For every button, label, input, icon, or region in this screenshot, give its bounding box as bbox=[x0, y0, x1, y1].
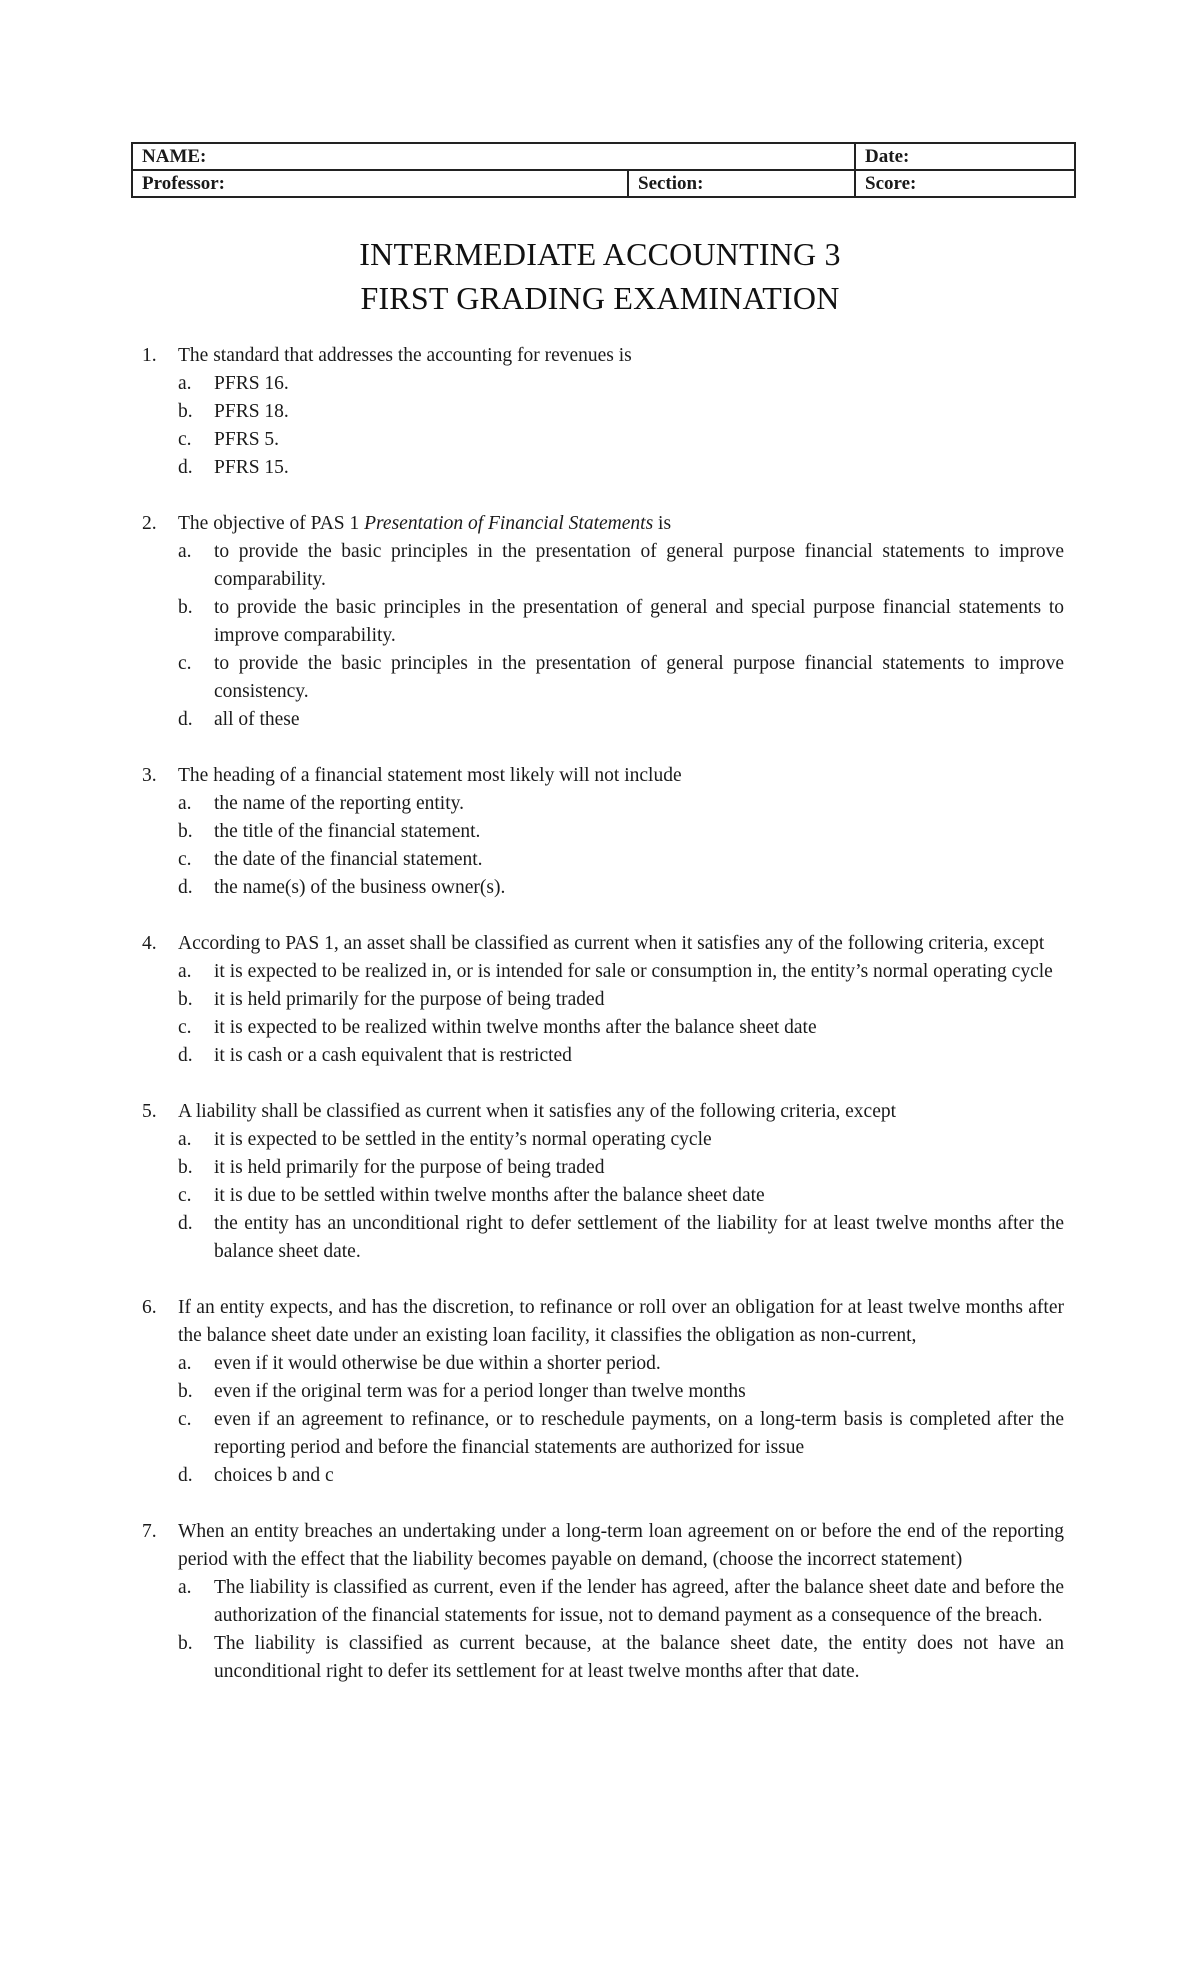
professor-row bbox=[132, 170, 1075, 197]
option-text: it is expected to be settled in the entity’s normal operating cycle bbox=[214, 1129, 712, 1150]
question-number: 2. bbox=[142, 513, 157, 534]
option-letter: d. bbox=[178, 709, 193, 730]
option-text: The liability is classified as current because, at the balance sheet date, the entity does not have an unconditional right to defer its settlement for at least twelve months after that date. bbox=[214, 1633, 1064, 1682]
option-letter: c. bbox=[178, 849, 192, 870]
option-text: even if an agreement to refinance, or to reschedule payments, on a long-term basis is completed after the reporting period and before the financial statements are authorized for issue bbox=[214, 1409, 1064, 1458]
option bbox=[142, 1154, 1064, 1182]
standard-title: Presentation of Financial Statements bbox=[364, 513, 654, 534]
option-text: it is expected to be realized in, or is intended for sale or consumption in, the entity’s normal operating cycle bbox=[214, 961, 1053, 982]
option-text: it is expected to be realized within twelve months after the balance sheet date bbox=[214, 1017, 817, 1038]
option bbox=[142, 1210, 1064, 1266]
option bbox=[142, 874, 1064, 902]
date-label: Date: bbox=[865, 146, 910, 167]
option-letter: b. bbox=[178, 1381, 193, 1402]
option-text: PFRS 15. bbox=[214, 457, 289, 478]
date-field bbox=[855, 143, 1075, 170]
exam-title bbox=[0, 232, 1200, 320]
option-letter: c. bbox=[178, 1185, 192, 1206]
option-text: even if the original term was for a period longer than twelve months bbox=[214, 1381, 746, 1402]
question-number: 3. bbox=[142, 765, 157, 786]
option-text: even if it would otherwise be due within a shorter period. bbox=[214, 1353, 661, 1374]
option bbox=[142, 1042, 1064, 1070]
option-text: to provide the basic principles in the presentation of general purpose financial statements to improve comparability. bbox=[214, 541, 1064, 590]
option bbox=[142, 706, 1064, 734]
question-1 bbox=[142, 342, 1064, 482]
option-text: PFRS 18. bbox=[214, 401, 289, 422]
question-text: The objective of PAS 1 Presentation of Financial Statements is bbox=[178, 513, 672, 534]
title-line-1: INTERMEDIATE ACCOUNTING 3 bbox=[359, 236, 841, 272]
question-text: According to PAS 1, an asset shall be classified as current when it satisfies any of the following criteria, except bbox=[178, 933, 1045, 954]
option bbox=[142, 650, 1064, 706]
option-letter: b. bbox=[178, 1157, 193, 1178]
option-letter: b. bbox=[178, 401, 193, 422]
option-letter: b. bbox=[178, 1633, 193, 1654]
option-letter: c. bbox=[178, 653, 192, 674]
name-field bbox=[132, 143, 855, 170]
question-3 bbox=[142, 762, 1064, 902]
option-text: the name(s) of the business owner(s). bbox=[214, 877, 506, 898]
option-letter: c. bbox=[178, 1017, 192, 1038]
question-number: 1. bbox=[142, 345, 157, 366]
professor-label: Professor: bbox=[142, 173, 226, 194]
question-number: 4. bbox=[142, 933, 157, 954]
question-number: 7. bbox=[142, 1521, 157, 1542]
option-text: choices b and c bbox=[214, 1465, 334, 1486]
option-letter: b. bbox=[178, 597, 193, 618]
section-label: Section: bbox=[638, 173, 704, 194]
question-6 bbox=[142, 1294, 1064, 1490]
option-letter: a. bbox=[178, 1353, 192, 1374]
option bbox=[142, 1126, 1064, 1154]
option-letter: d. bbox=[178, 457, 193, 478]
question-text: When an entity breaches an undertaking under a long-term loan agreement on or before the end of the reporting period with the effect that the liability becomes payable on demand, (choose the incorrect statement) bbox=[178, 1521, 1064, 1570]
student-info-table bbox=[131, 142, 1076, 198]
option-text: the date of the financial statement. bbox=[214, 849, 483, 870]
option-letter: d. bbox=[178, 1045, 193, 1066]
question-2 bbox=[142, 510, 1064, 734]
option-text: the title of the financial statement. bbox=[214, 821, 481, 842]
option-letter: c. bbox=[178, 429, 192, 450]
title-line-2: FIRST GRADING EXAMINATION bbox=[360, 280, 840, 316]
option bbox=[142, 1378, 1064, 1406]
option-text: it is cash or a cash equivalent that is restricted bbox=[214, 1045, 572, 1066]
option-letter: a. bbox=[178, 541, 192, 562]
option bbox=[142, 1014, 1064, 1042]
section-field bbox=[628, 170, 855, 197]
question-text: The standard that addresses the accounting for revenues is bbox=[178, 345, 632, 366]
option bbox=[142, 454, 1064, 482]
option bbox=[142, 1350, 1064, 1378]
question-list bbox=[142, 342, 1064, 1714]
option-letter: d. bbox=[178, 877, 193, 898]
option bbox=[142, 1182, 1064, 1210]
option bbox=[142, 1406, 1064, 1462]
option-text: it is held primarily for the purpose of being traded bbox=[214, 989, 605, 1010]
question-number: 5. bbox=[142, 1101, 157, 1122]
option-text: PFRS 5. bbox=[214, 429, 280, 450]
option-letter: a. bbox=[178, 1129, 192, 1150]
option-text: the entity has an unconditional right to defer settlement of the liability for at least twelve months after the balance sheet date. bbox=[214, 1213, 1064, 1262]
name-label: NAME: bbox=[142, 146, 207, 167]
option-text: The liability is classified as current, even if the lender has agreed, after the balance sheet date and before the authorization of the financial statements for issue, not to demand payment as a consequence of the breach. bbox=[214, 1577, 1064, 1626]
option-text: it is due to be settled within twelve months after the balance sheet date bbox=[214, 1185, 765, 1206]
option-letter: a. bbox=[178, 373, 192, 394]
option-text: the name of the reporting entity. bbox=[214, 793, 464, 814]
question-5 bbox=[142, 1098, 1064, 1266]
option bbox=[142, 958, 1064, 986]
option bbox=[142, 398, 1064, 426]
option-text: to provide the basic principles in the presentation of general purpose financial statements to improve consistency. bbox=[214, 653, 1064, 702]
option bbox=[142, 426, 1064, 454]
option-letter: a. bbox=[178, 1577, 192, 1598]
option-text: PFRS 16. bbox=[214, 373, 289, 394]
option-letter: d. bbox=[178, 1465, 193, 1486]
option bbox=[142, 1630, 1064, 1686]
score-label: Score: bbox=[865, 173, 917, 194]
option bbox=[142, 790, 1064, 818]
option bbox=[142, 1574, 1064, 1630]
question-number: 6. bbox=[142, 1297, 157, 1318]
option bbox=[142, 986, 1064, 1014]
option bbox=[142, 1462, 1064, 1490]
question-text: If an entity expects, and has the discretion, to refinance or roll over an obligation for at least twelve months after the balance sheet date under an existing loan facility, it classifies the obligation as non-current, bbox=[178, 1297, 1064, 1346]
option bbox=[142, 818, 1064, 846]
option bbox=[142, 538, 1064, 594]
question-7 bbox=[142, 1518, 1064, 1686]
option bbox=[142, 594, 1064, 650]
option-text: it is held primarily for the purpose of being traded bbox=[214, 1157, 605, 1178]
question-text: The heading of a financial statement most likely will not include bbox=[178, 765, 682, 786]
option-letter: a. bbox=[178, 961, 192, 982]
option-text: all of these bbox=[214, 709, 300, 730]
option bbox=[142, 846, 1064, 874]
option-text: to provide the basic principles in the presentation of general and special purpose financial statements to improve comparability. bbox=[214, 597, 1064, 646]
option-letter: b. bbox=[178, 821, 193, 842]
score-field bbox=[855, 170, 1075, 197]
option-letter: c. bbox=[178, 1409, 192, 1430]
name-row bbox=[132, 143, 1075, 170]
professor-field bbox=[132, 170, 628, 197]
option-letter: d. bbox=[178, 1213, 193, 1234]
question-text: A liability shall be classified as current when it satisfies any of the following criteria, except bbox=[178, 1101, 897, 1122]
option-letter: b. bbox=[178, 989, 193, 1010]
option bbox=[142, 370, 1064, 398]
question-4 bbox=[142, 930, 1064, 1070]
option-letter: a. bbox=[178, 793, 192, 814]
